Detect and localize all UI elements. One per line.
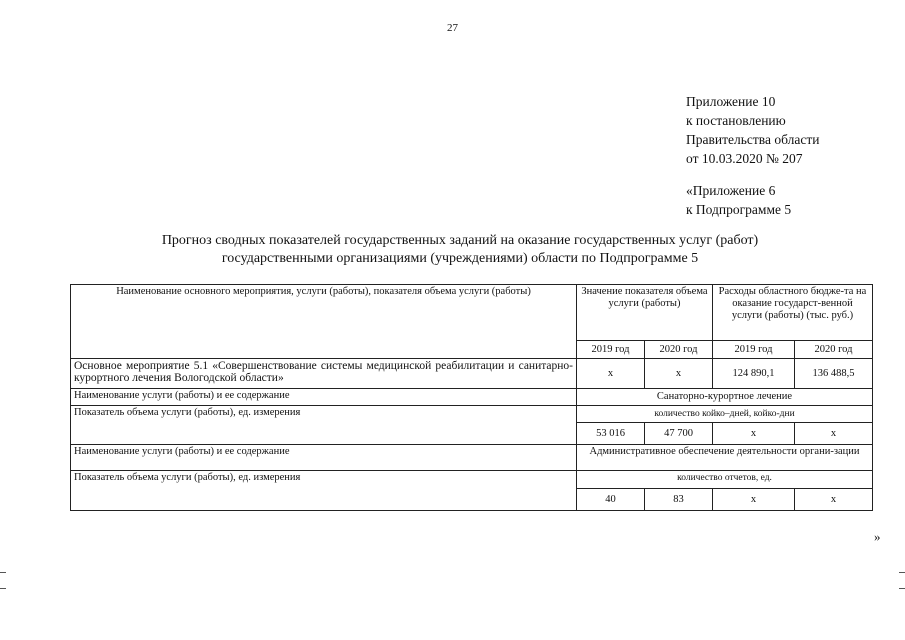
event-expense-2020: 136 488,5 [795, 359, 873, 389]
indicator2-value-2019: 40 [577, 489, 645, 511]
indicator1-value-2019: 53 016 [577, 423, 645, 445]
service1-value: Санаторно-курортное лечение [577, 389, 873, 406]
indicator2-expense-2019: х [713, 489, 795, 511]
page-number: 27 [447, 22, 458, 34]
appendix-sub-line-1: «Приложение 6 [686, 183, 776, 198]
header-year-2020: 2020 год [645, 341, 713, 359]
event-expense-2019: 124 890,1 [713, 359, 795, 389]
service1-label: Наименование услуги (работы) и ее содержание [71, 389, 577, 406]
indicator2-unit: количество отчетов, ед. [577, 471, 873, 489]
forecast-table [70, 284, 873, 511]
appendix-sub-line-2: к Подпрограмме 5 [686, 202, 792, 217]
right-edge-mark [899, 588, 905, 589]
indicator2-expense-2020: х [795, 489, 873, 511]
event-value-2019: х [577, 359, 645, 389]
left-edge-mark [0, 588, 6, 589]
indicator2-unit-row [71, 471, 873, 489]
appendix-line-4: от 10.03.2020 № 207 [686, 151, 803, 166]
service2-label: Наименование услуги (работы) и ее содержание [71, 445, 577, 471]
header-expense-year-2020: 2020 год [795, 341, 873, 359]
indicator1-unit: количество койко–дней, койко-дни [577, 406, 873, 423]
indicator2-label: Показатель объема услуги (работы), ед. измерения [71, 471, 577, 511]
service2-value: Административное обеспечение деятельности органи-зации [577, 445, 873, 471]
document-title [60, 232, 860, 268]
service1-row [71, 389, 873, 406]
appendix-sub-reference [686, 181, 791, 219]
appendix-reference [686, 92, 819, 168]
event-row [71, 359, 873, 389]
event-value-2020: х [645, 359, 713, 389]
header-expense: Расходы областного бюдже-та на оказание государст-венной услуги (работы) (тыс. руб.) [713, 285, 873, 341]
event-name: Основное мероприятие 5.1 «Совершенствование системы медицинской реабилитации и санитарно-курортного лечения Вологодской области» [71, 359, 577, 389]
indicator1-value-2020: 47 700 [645, 423, 713, 445]
indicator1-label: Показатель объема услуги (работы), ед. измерения [71, 406, 577, 445]
service2-row [71, 445, 873, 471]
appendix-line-1: Приложение 10 [686, 94, 776, 109]
header-expense-year-2019: 2019 год [713, 341, 795, 359]
header-value: Значение показателя объема услуги (работы) [577, 285, 713, 341]
header-row [71, 285, 873, 341]
right-edge-mark [899, 572, 905, 573]
indicator2-value-2020: 83 [645, 489, 713, 511]
appendix-line-3: Правительства области [686, 132, 820, 147]
indicator1-expense-2019: х [713, 423, 795, 445]
closing-quote: » [874, 529, 881, 544]
header-name: Наименование основного мероприятия, услуги (работы), показателя объема услуги (работы) [71, 285, 577, 359]
title-line-2: государственными организациями (учреждениями) области по Подпрограмме 5 [221, 251, 699, 266]
left-edge-mark [0, 572, 6, 573]
indicator1-unit-row [71, 406, 873, 423]
title-line-1: Прогноз сводных показателей государственных заданий на оказание государственных услуг (работ) [161, 233, 759, 248]
indicator1-expense-2020: х [795, 423, 873, 445]
appendix-line-2: к постановлению [686, 113, 786, 128]
header-year-2019: 2019 год [577, 341, 645, 359]
